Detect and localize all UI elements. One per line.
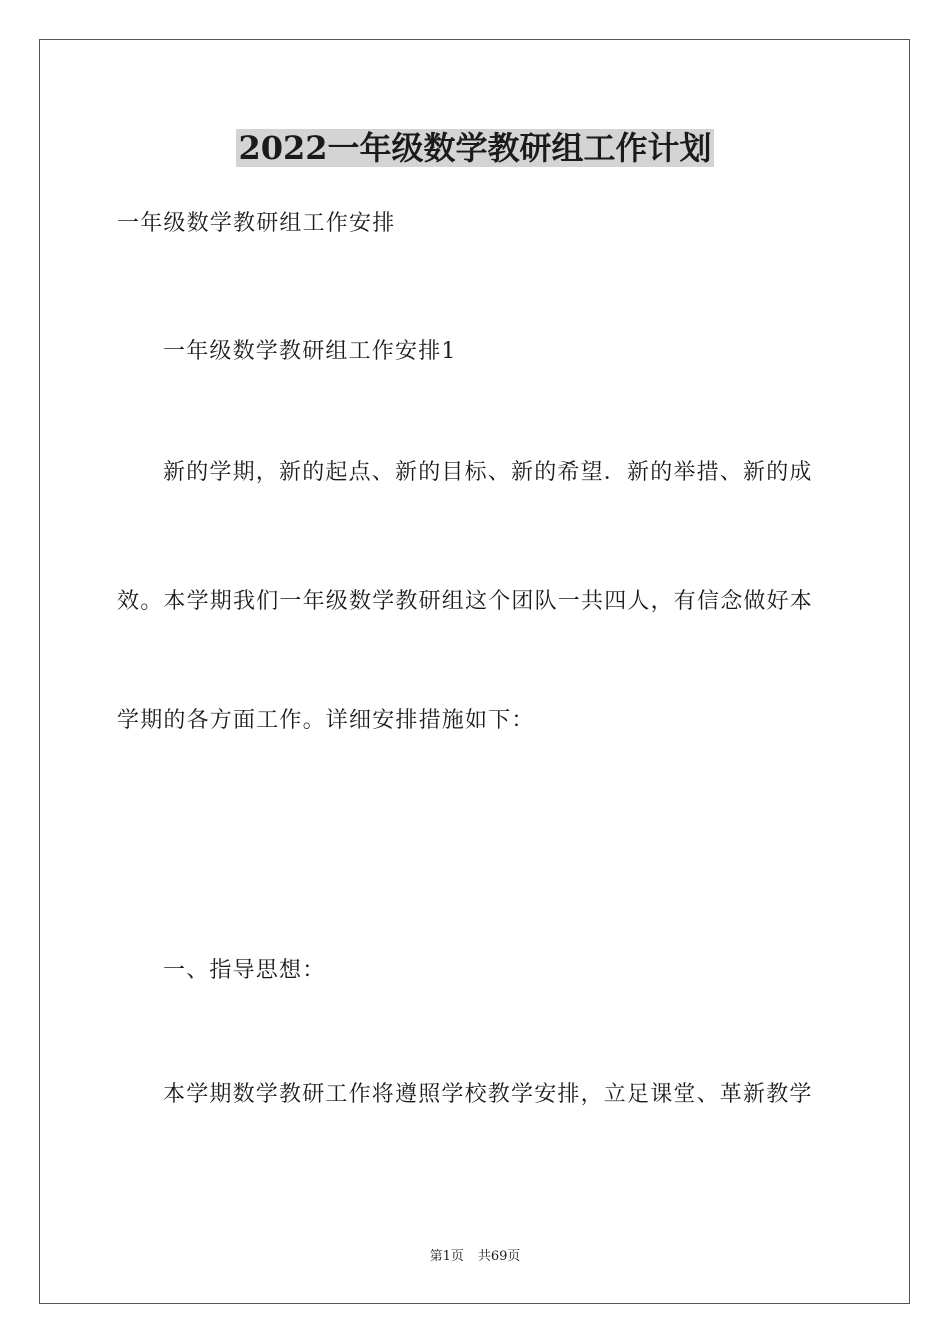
subsection-heading: 一年级数学教研组工作安排1 bbox=[163, 339, 457, 364]
document-title-text: 2022一年级数学教研组工作计划 bbox=[238, 129, 712, 167]
paragraph-line-3: 学期的各方面工作。详细安排措施如下： bbox=[117, 708, 535, 733]
paragraph-line-2: 效。本学期我们一年级数学教研组这个团队一共四人，有信念做好本 bbox=[117, 589, 814, 614]
page-footer bbox=[0, 1248, 950, 1266]
page-total: 共69页 bbox=[477, 1249, 521, 1264]
section-heading: 一年级数学教研组工作安排 bbox=[117, 211, 396, 236]
paragraph-line-4: 本学期数学教研工作将遵照学校教学安排，立足课堂、革新教学 bbox=[163, 1082, 813, 1107]
document-title bbox=[0, 128, 950, 168]
paragraph-line-1: 新的学期，新的起点、新的目标、新的希望．新的举措、新的成 bbox=[163, 460, 813, 485]
guiding-ideology-heading: 一、指导思想： bbox=[163, 958, 326, 983]
page-number: 第1页 bbox=[429, 1249, 464, 1264]
